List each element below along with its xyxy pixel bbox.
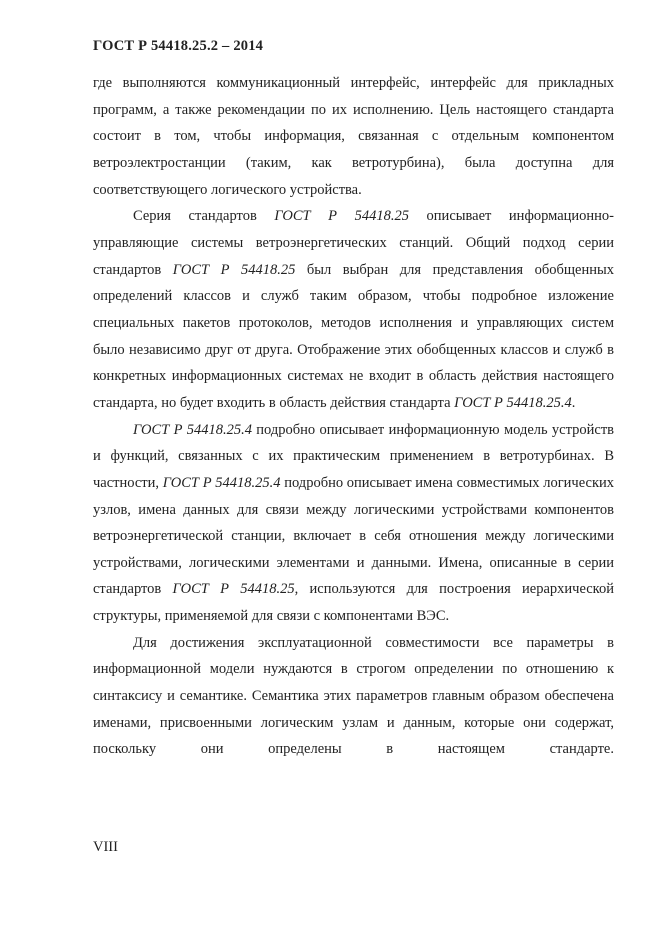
standard-reference: ГОСТ Р 54418.25.4 [454, 394, 572, 411]
paragraph-3 [93, 417, 614, 630]
page-header-standard-code: ГОСТ Р 54418.25.2 – 2014 [93, 38, 264, 54]
page-number: VIII [93, 839, 118, 855]
paragraph-1 [93, 70, 614, 203]
paragraph-4 [93, 630, 614, 763]
standard-reference: ГОСТ Р 54418.25.4 [133, 421, 252, 438]
paragraph-text: описывает информационно-управляющие системы ветроэнергетических станций. Общий подход серии стандартов [93, 208, 614, 278]
paragraph-text: подробно описывает информационную модель устройств и функций, связанных с их практическим применением в ветротурбинах. В частности, [93, 421, 614, 491]
body-text [93, 70, 614, 763]
paragraph-text: где выполняются коммуникационный интерфейс, интерфейс для прикладных программ, а также рекомендации по их исполнению. Цель настоящего стандарта состоит в том, чтобы информация, связанная с отдельным компонентом ветроэлектростанции (таким, как ветротурбина), была доступна для соответствующего логического устройства. [93, 75, 614, 198]
standard-reference: ГОСТ Р 54418.25 [172, 261, 296, 278]
paragraph-text: , используются для построения иерархической структуры, применяемой для связи с компонентами ВЭС. [93, 581, 615, 625]
paragraph-text: Для достижения эксплуатационной совместимости все параметры в информационной модели нуждаются в строгом определении по отношению к синтаксису и семантике. Семантика этих параметров главным образом обеспечена именами, присвоенными логическим узлам и данным, которые они содержат, поскольку они определены в настоящем стандарте. [93, 634, 614, 758]
paragraph-text: был выбран для представления обобщенных определений классов и служб таким образом, чтобы подробное изложение специальных пакетов протоколов, методов исполнения и управляющих систем было независимо друг от друга. Отображение этих обобщенных классов и служб в конкретных информационных системах не входит в область действия настоящего стандарта, но будет входить в область действия стандарта [93, 261, 615, 411]
paragraph-text: . [571, 394, 576, 411]
standard-reference: ГОСТ Р 54418.25 [172, 581, 295, 598]
standard-reference: ГОСТ Р 54418.25.4 [162, 474, 281, 491]
standard-reference: ГОСТ Р 54418.25 [274, 208, 409, 225]
paragraph-text: Серия стандартов [133, 208, 275, 225]
paragraph-2 [93, 203, 614, 416]
paragraph-text: подробно описывает имена совместимых логических узлов, имена данных для связи между логическими устройствами компонентов ветроэнергетической станции, включает в себя отношения между логическими устройствами, логическими элементами и данными. Имена, описанные в серии стандартов [93, 474, 614, 598]
